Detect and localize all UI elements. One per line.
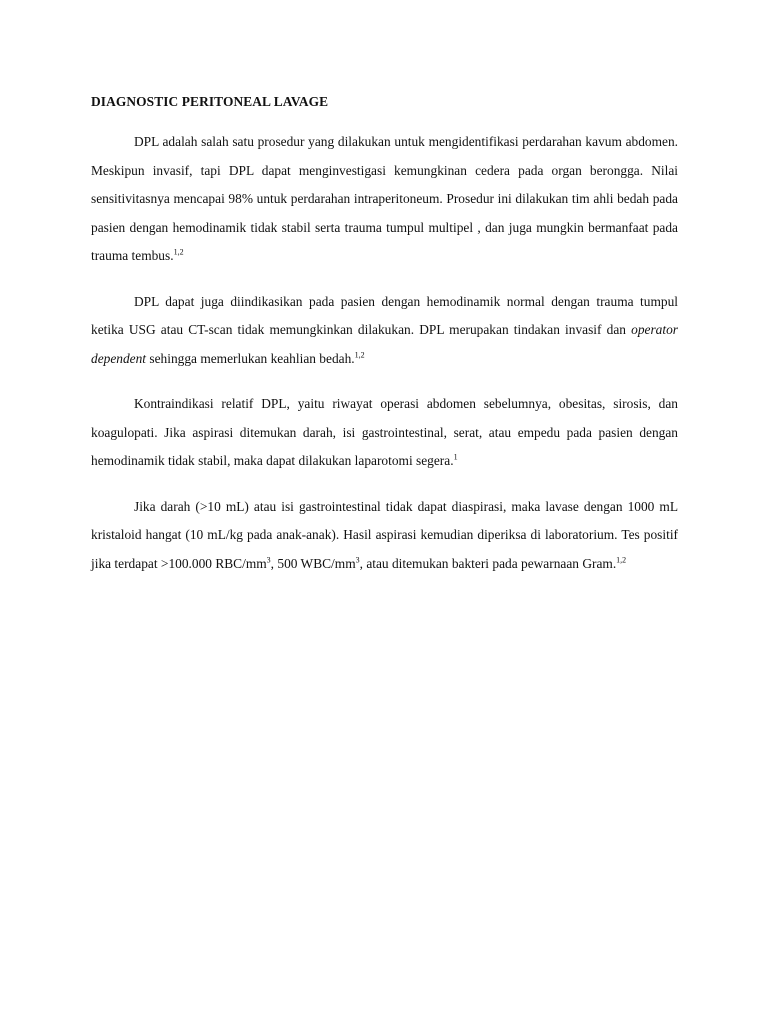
paragraph-text: DPL dapat juga diindikasikan pada pasien dengan hemodinamik normal dengan trauma tumpul ketika USG atau CT-scan tidak memungkinkan dilakukan. DPL merupakan tindakan invasif dan xyxy=(91,293,678,337)
document-body xyxy=(91,92,678,595)
paragraph-text: , atau ditemukan bakteri pada pewarnaan Gram. xyxy=(359,555,617,571)
paragraph-text: Jika darah (>10 mL) atau isi gastrointestinal tidak dapat diaspirasi, maka lavase dengan 1000 mL kristaloid hangat (10 mL/kg pada anak-anak). Hasil aspirasi kemudian diperiksa di laboratorium. Tes positif jika terdapat >100.000 RBC/mm xyxy=(91,498,678,571)
paragraph-3 xyxy=(91,390,678,476)
unit-superscript: 3 xyxy=(355,555,360,565)
citation-superscript: 1,2 xyxy=(354,350,365,360)
paragraph-4 xyxy=(91,493,678,579)
paragraph-text: DPL adalah salah satu prosedur yang dilakukan untuk mengidentifikasi perdarahan kavum abdomen. Meskipun invasif, tapi DPL dapat menginvestigasi kemungkinan cedera pada organ berongga. Nilai sensitivitasnya mencapai 98% untuk perdarahan intraperitoneum. Prosedur ini dilakukan tim ahli bedah pada pasien dengan hemodinamik tidak stabil serta trauma tumpul multipel , dan juga mungkin bermanfaat pada trauma tembus. xyxy=(91,134,678,263)
paragraph-1 xyxy=(91,128,678,271)
document-title: DIAGNOSTIC PERITONEAL LAVAGE xyxy=(91,94,329,109)
paragraph-text: , 500 WBC/mm xyxy=(270,555,356,571)
citation-superscript: 1,2 xyxy=(616,555,627,565)
paragraph-2 xyxy=(91,288,678,374)
citation-superscript: 1 xyxy=(453,452,458,462)
paragraph-text: Kontraindikasi relatif DPL, yaitu riwayat operasi abdomen sebelumnya, obesitas, sirosis, dan koagulopati. Jika aspirasi ditemukan darah, isi gastrointestinal, serat, atau empedu pada pasien dengan hemodinamik tidak stabil, maka dapat dilakukan laparotomi segera. xyxy=(91,396,678,468)
italic-term: operator dependent xyxy=(91,322,678,366)
paragraph-text: sehingga memerlukan keahlian bedah. xyxy=(146,350,355,366)
unit-superscript: 3 xyxy=(266,555,271,565)
citation-superscript: 1,2 xyxy=(173,247,184,257)
